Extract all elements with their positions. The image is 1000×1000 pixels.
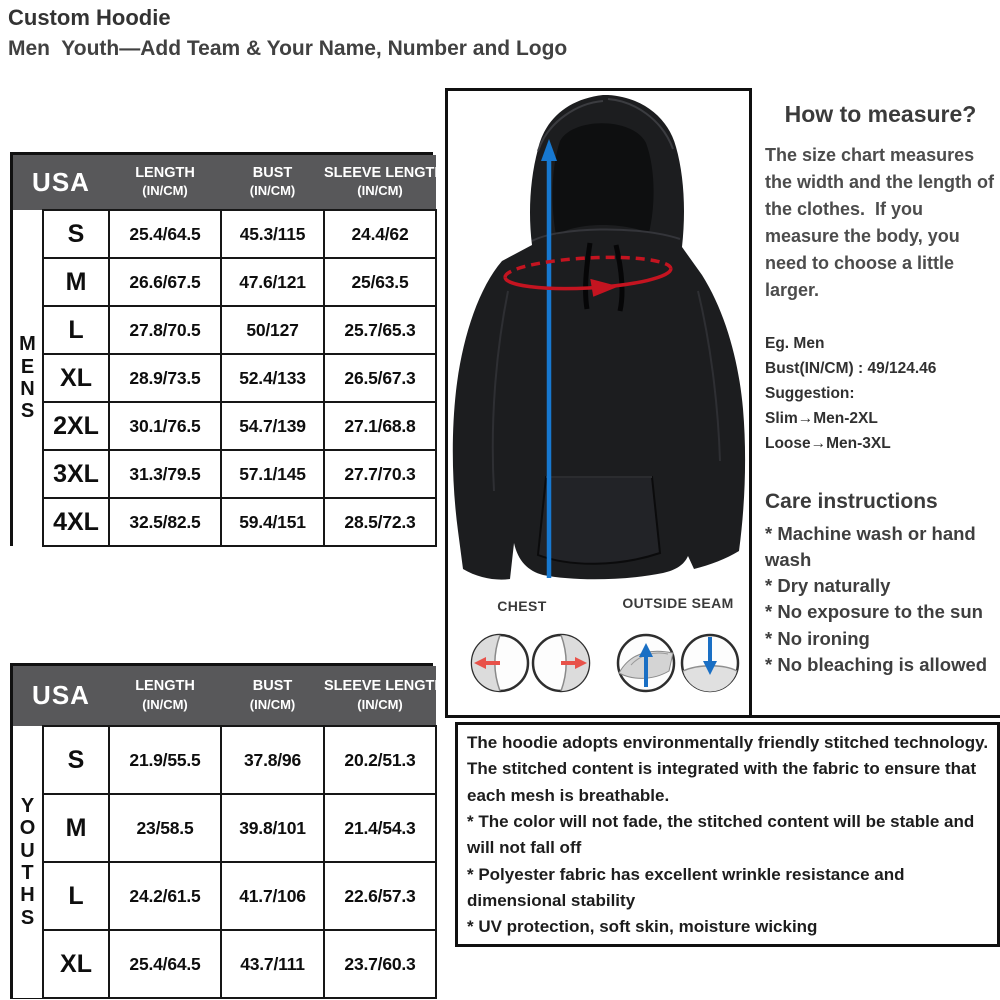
bust-cell: 43.7/111 bbox=[221, 930, 324, 998]
bust-column-label: BUST bbox=[252, 678, 293, 695]
care-item: * Dry naturally bbox=[765, 575, 891, 597]
measuring-method-icons bbox=[448, 627, 749, 707]
group-label: Y O U T H S bbox=[13, 726, 43, 998]
size-cell: 4XL bbox=[43, 498, 109, 546]
how-to-measure-body: The size chart measures the width and the length of the clothes. If you measure the body, you need to choose a little larger. bbox=[765, 145, 999, 300]
example-line: Loose→Men-3XL bbox=[765, 435, 891, 453]
bust-column-header bbox=[221, 666, 324, 726]
sleeve-cell: 27.1/68.8 bbox=[324, 402, 436, 450]
sleeve-cell: 25.7/65.3 bbox=[324, 306, 436, 354]
size-cell: 3XL bbox=[43, 450, 109, 498]
size-row-l bbox=[13, 306, 436, 354]
bust-cell: 37.8/96 bbox=[221, 726, 324, 794]
youths-size-table bbox=[10, 663, 445, 999]
size-cell: M bbox=[43, 794, 109, 862]
youths-header-row bbox=[13, 666, 436, 726]
sleeve-column-label: SLEEVE LENGTH bbox=[324, 678, 445, 695]
product-description-box bbox=[455, 722, 1000, 947]
size-row-2xl bbox=[13, 402, 436, 450]
length-cell: 23/58.5 bbox=[109, 794, 221, 862]
how-to-measure-heading: How to measure? bbox=[784, 101, 977, 127]
chest-arrow-right-icon bbox=[533, 635, 589, 691]
size-cell: XL bbox=[43, 930, 109, 998]
example-line: Eg. Men bbox=[765, 335, 825, 352]
mens-size-table bbox=[10, 152, 445, 546]
length-column-header bbox=[109, 155, 221, 210]
size-example-block bbox=[765, 331, 996, 457]
sleeve-cell: 25/63.5 bbox=[324, 258, 436, 306]
example-line: Suggestion: bbox=[765, 385, 855, 403]
bust-cell: 50/127 bbox=[221, 306, 324, 354]
length-column-label: LENGTH bbox=[135, 678, 195, 695]
care-item: * Machine wash or hand wash bbox=[765, 522, 976, 570]
size-cell: 2XL bbox=[43, 402, 109, 450]
sleeve-cell: 20.2/51.3 bbox=[324, 726, 436, 794]
sleeve-cell: 27.7/70.3 bbox=[324, 450, 436, 498]
how-to-measure-panel bbox=[752, 88, 1000, 718]
sleeve-cell: 28.5/72.3 bbox=[324, 498, 436, 546]
description-bullets bbox=[467, 809, 989, 941]
outside-seam-label: OUTSIDE SEAM bbox=[622, 595, 734, 611]
size-row-s bbox=[13, 726, 436, 794]
size-row-m bbox=[13, 794, 436, 862]
size-row-l bbox=[13, 862, 436, 930]
sleeve-column-header bbox=[324, 666, 445, 726]
size-cell: S bbox=[43, 726, 109, 794]
size-cell: L bbox=[43, 306, 109, 354]
length-column-label: LENGTH bbox=[135, 164, 195, 181]
hoodie-measure-panel bbox=[445, 88, 752, 718]
page-title: Custom Hoodie bbox=[8, 5, 171, 30]
care-item: * No exposure to the sun bbox=[765, 601, 983, 623]
length-cell: 21.9/55.5 bbox=[109, 726, 221, 794]
length-cell: 27.8/70.5 bbox=[109, 306, 221, 354]
sleeve-unit-label: (IN/CM) bbox=[357, 696, 403, 712]
care-instructions-heading: Care instructions bbox=[765, 489, 938, 513]
size-cell: S bbox=[43, 210, 109, 258]
example-line: Slim→Men-2XL bbox=[765, 410, 878, 428]
description-bullet: * UV protection, soft skin, moisture wicking bbox=[467, 917, 818, 937]
bust-cell: 57.1/145 bbox=[221, 450, 324, 498]
hood-opening bbox=[553, 123, 654, 235]
chest-label: CHEST bbox=[497, 598, 547, 614]
size-row-xl bbox=[13, 354, 436, 402]
sleeve-column-header bbox=[324, 155, 445, 210]
length-cell: 25.4/64.5 bbox=[109, 210, 221, 258]
size-row-s bbox=[13, 210, 436, 258]
bust-column-header bbox=[221, 155, 324, 210]
seam-arrow-down-icon bbox=[682, 635, 738, 692]
sleeve-cell: 23.7/60.3 bbox=[324, 930, 436, 998]
size-row-xl bbox=[13, 930, 436, 998]
length-column-header bbox=[109, 666, 221, 726]
description-intro: The hoodie adopts environmentally friendly stitched technology. The stitched content is integrated with the fabric to ensure that each mesh is breathable. bbox=[467, 733, 989, 805]
description-bullet: * Polyester fabric has excellent wrinkle resistance and dimensional stability bbox=[467, 864, 905, 911]
mens-header-row bbox=[13, 155, 436, 210]
size-row-3xl bbox=[13, 450, 436, 498]
bust-cell: 41.7/106 bbox=[221, 862, 324, 930]
usa-header-cell: USA bbox=[13, 155, 109, 210]
hoodie-product-image bbox=[448, 91, 749, 591]
hoodie-pocket bbox=[538, 477, 660, 564]
care-item: * No ironing bbox=[765, 627, 870, 649]
sleeve-cell: 22.6/57.3 bbox=[324, 862, 436, 930]
bust-cell: 54.7/139 bbox=[221, 402, 324, 450]
sleeve-cell: 21.4/54.3 bbox=[324, 794, 436, 862]
usa-header-cell: USA bbox=[13, 666, 109, 726]
length-cell: 31.3/79.5 bbox=[109, 450, 221, 498]
size-cell: XL bbox=[43, 354, 109, 402]
bust-cell: 45.3/115 bbox=[221, 210, 324, 258]
care-item: * No bleaching is allowed bbox=[765, 653, 988, 675]
bust-cell: 52.4/133 bbox=[221, 354, 324, 402]
bust-column-label: BUST bbox=[252, 164, 293, 181]
bust-cell: 39.8/101 bbox=[221, 794, 324, 862]
length-cell: 30.1/76.5 bbox=[109, 402, 221, 450]
length-cell: 28.9/73.5 bbox=[109, 354, 221, 402]
length-cell: 26.6/67.5 bbox=[109, 258, 221, 306]
sleeve-unit-label: (IN/CM) bbox=[357, 183, 403, 198]
sleeve-cell: 26.5/67.3 bbox=[324, 354, 436, 402]
example-line: Bust(IN/CM) : 49/124.46 bbox=[765, 360, 937, 378]
bust-unit-label: (IN/CM) bbox=[249, 183, 296, 198]
size-row-4xl bbox=[13, 498, 436, 546]
bust-cell: 47.6/121 bbox=[221, 258, 324, 306]
length-cell: 24.2/61.5 bbox=[109, 862, 221, 930]
group-label: M E N S bbox=[13, 210, 43, 546]
page-subtitle: Men Youth—Add Team & Your Name, Number and Logo bbox=[8, 37, 568, 60]
chest-arrow-left-icon bbox=[472, 635, 528, 691]
description-bullet: * The color will not fade, the stitched content will be stable and will not fall off bbox=[467, 812, 975, 858]
size-cell: L bbox=[43, 862, 109, 930]
length-cell: 25.4/64.5 bbox=[109, 930, 221, 998]
size-row-m bbox=[13, 258, 436, 306]
care-instructions-list bbox=[765, 521, 996, 679]
bust-cell: 59.4/151 bbox=[221, 498, 324, 546]
length-unit-label: (IN/CM) bbox=[142, 696, 188, 712]
sleeve-cell: 24.4/62 bbox=[324, 210, 436, 258]
size-cell: M bbox=[43, 258, 109, 306]
length-cell: 32.5/82.5 bbox=[109, 498, 221, 546]
bust-unit-label: (IN/CM) bbox=[249, 696, 296, 712]
sleeve-column-label: SLEEVE LENGTH bbox=[324, 164, 445, 181]
length-unit-label: (IN/CM) bbox=[142, 183, 188, 198]
seam-arrow-up-icon bbox=[618, 635, 674, 691]
